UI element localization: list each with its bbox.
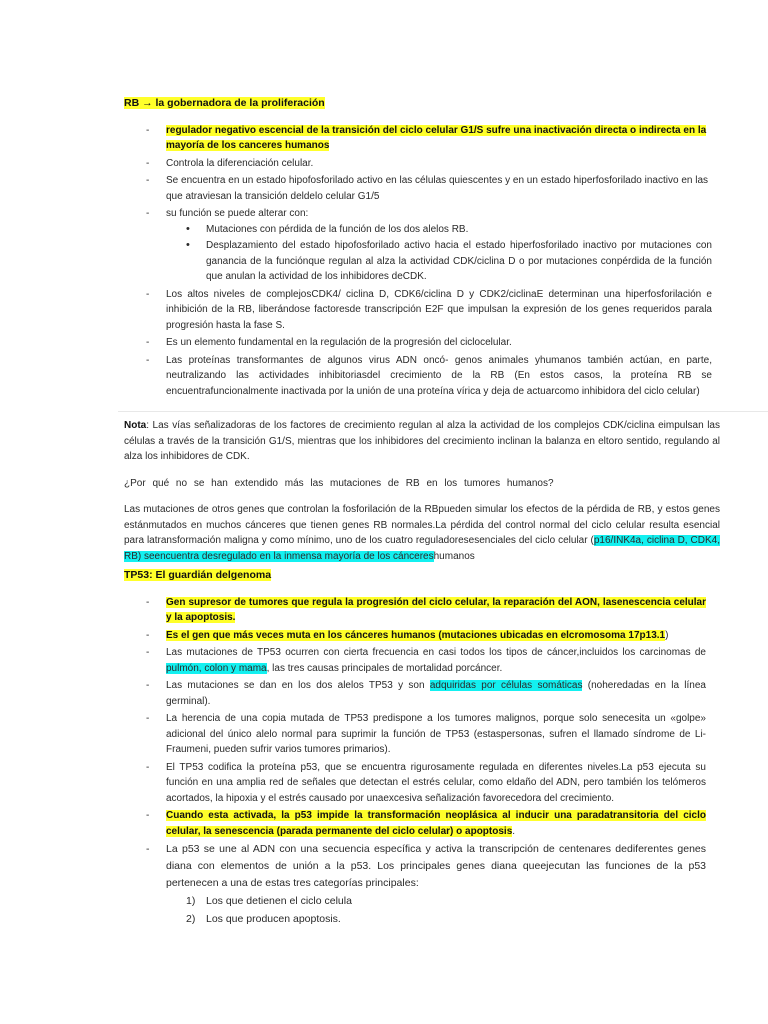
tp53-item-text: Cuando esta activada, la p53 impide la transformación neoplásica al inducir una paradatransitoria del ciclo celular, la senescencia (parada permanente del ciclo celular) o apoptosis bbox=[166, 810, 706, 837]
category-text: Los que producen apoptosis. bbox=[206, 912, 341, 925]
tp53-item-text: Las mutaciones de TP53 ocurren con cierta frecuencia en casi todos los tipos de cáncer,incluidos los carcinomas de bbox=[166, 647, 706, 658]
rb-item bbox=[124, 287, 712, 334]
tp53-item bbox=[124, 760, 706, 807]
rb-item-text: Los altos niveles de complejosCDK4/ ciclina D, CDK6/ciclina D y CDK2/ciclinaE determinan una hiperfosforilación e inhibición de la RB, liberándose factoresde transcripción E2F que impulsan la expresión de los genes requeridos parala progresión hasta la fase S. bbox=[166, 288, 712, 331]
category-number: 2) bbox=[186, 912, 196, 925]
tp53-item bbox=[124, 678, 706, 709]
tp53-item-highlight: pulmón, colon y mama bbox=[166, 662, 267, 674]
tp53-item-highlight: adquiridas por células somáticas bbox=[429, 680, 583, 691]
rb-item-text: su función se puede alterar con: bbox=[166, 208, 309, 219]
tp53-item-text: Es el gen que más veces muta en los cánceres humanos (mutaciones ubicadas en elcromosoma 17p13.1 bbox=[166, 629, 666, 641]
tp53-section bbox=[124, 568, 706, 927]
rb-item-text: regulador negativo escencial de la transición del ciclo celular G1/S sufre una inactivación directa o indirecta en la mayoría de los canceres humanos bbox=[166, 124, 707, 151]
rb-item bbox=[124, 353, 712, 400]
tp53-item bbox=[124, 645, 706, 676]
rb-sublist bbox=[124, 222, 712, 285]
rb-subitem-text: Mutaciones con pérdida de la función de los dos alelos RB. bbox=[206, 223, 469, 235]
rb-subitem bbox=[124, 238, 712, 285]
answer-text: Las mutaciones de otros genes que controlan la fosforilación de la RBpueden simular los efectos de la pérdida de RB, y estos genes estánmutados en muchos cánceres que tienen genes RB normales.La pérdida del control normal del ciclo celular resulta esencial para latransformación maligna y como mínimo, uno de los cuatro reguladoresesenciales del ciclo celular ( bbox=[124, 504, 720, 546]
section-divider bbox=[118, 411, 768, 412]
tp53-item-text: La p53 se une al ADN con una secuencia específica y activa la transcripción de centenares dediferentes genes diana con elementos de unión a la p53. Los principales genes diana queejecutan las funciones de la p53 pertenecen a una de estas tres categorías principales: bbox=[166, 843, 706, 889]
question: ¿Por qué no se han extendido más las mutaciones de RB en los tumores humanos? bbox=[124, 477, 554, 489]
tp53-item bbox=[124, 711, 706, 758]
rb-item-text: Controla la diferenciación celular. bbox=[166, 157, 314, 169]
tp53-item bbox=[124, 628, 706, 644]
tp53-item-text: , las tres causas principales de mortalidad porcáncer. bbox=[266, 662, 503, 674]
rb-section bbox=[124, 96, 712, 401]
tp53-item-text: Gen supresor de tumores que regula la progresión del ciclo celular, la reparación del AON, lasenescencia celular y la apoptosis. bbox=[166, 596, 706, 623]
rb-list bbox=[124, 123, 712, 400]
answer-paragraph bbox=[124, 502, 720, 564]
tp53-item-tail: ) bbox=[665, 629, 669, 641]
tp53-item-text: Las mutaciones se dan en los dos alelos TP53 y son bbox=[166, 680, 430, 691]
nota-label: Nota bbox=[124, 420, 147, 431]
rb-item-text: Se encuentra en un estado hipofosforilado activo en las células quiescentes y en un estado hiperfosforilado inactivo en las que atraviesan la transición deldelo celular G1/5 bbox=[166, 175, 709, 202]
rb-subitem bbox=[124, 222, 712, 238]
rb-item bbox=[124, 206, 712, 285]
tp53-list bbox=[124, 595, 706, 893]
category-text: Los que detienen el ciclo celula bbox=[206, 895, 352, 907]
rb-item bbox=[124, 156, 712, 172]
tp53-item-text: El TP53 codifica la proteína p53, que se encuentra rigurosamente regulada en diferentes niveles.La p53 ejecuta su función en una amplia red de señales que detectan el estrés celular, como eldaño del ADN, pero también los telómeros acortados, la hipoxia y el estrés causado por unaexcesiva señalización favorecedora del crecimiento. bbox=[166, 761, 706, 804]
tp53-item bbox=[124, 841, 706, 892]
tp53-categories bbox=[124, 894, 706, 927]
rb-item-text: Las proteínas transformantes de algunos virus ADN oncó- genos animales yhumanos también actúan, en parte, neutralizando las actividades inhibitoriasdel crecimiento de la RB (En estos casos, la proteína RB se encuentrafuncionalmente inactivada por la unión de una proteína vírica y deja de actuarcomo inhibidora del ciclo celular) bbox=[166, 354, 712, 397]
tp53-title: TP53: El guardián delgenoma bbox=[124, 569, 272, 581]
nota-paragraph bbox=[124, 418, 720, 465]
nota-section bbox=[124, 418, 720, 564]
rb-item bbox=[124, 335, 712, 351]
tp53-item-text: (noheredadas en la línea germinal). bbox=[166, 680, 706, 707]
category-item bbox=[124, 894, 706, 910]
category-number: 1) bbox=[186, 895, 196, 907]
rb-item-text: Es un elemento fundamental en la regulación de la progresión del ciclocelular. bbox=[166, 337, 512, 348]
rb-subitem-text: Desplazamiento del estado hipofosforilado activo hacia el estado hiperfosforilado inactivo por mutaciones con ganancia de la funciónque regulan al alza la actividad CDK/ciclina D o por mutaciones conpérdida de la función que anulan la actividad de los inhibidores deCDK. bbox=[206, 240, 712, 282]
category-item bbox=[124, 912, 706, 928]
tp53-item-tail: . bbox=[512, 825, 516, 837]
answer-highlight: p16/INK4a, ciclina D, CDK4, RB) seencuentra desregulado en la inmensa mayoría de los cánceres bbox=[124, 535, 720, 562]
tp53-item-text: La herencia de una copia mutada de TP53 predispone a los tumores malignos, porque solo senecesita un «golpe» adicional del único alelo normal para suprimir la función de TP53 (estaspersonas, sufren el llamado síndrome de Li-Fraumeni, pueden sufrir varios tumores primarios). bbox=[166, 713, 706, 755]
tp53-item bbox=[124, 595, 706, 626]
answer-tail: humanos bbox=[433, 550, 475, 562]
rb-item bbox=[124, 123, 712, 154]
nota-text: : Las vías señalizadoras de los factores de crecimiento regulan al alza la actividad de los complejos CDK/ciclina eimpulsan las células a través de la transición G1/S, mientras que los inhibidores del crecimiento inclinan la balanza en eltoro sentido, regulando al alza los inhibidores de CDK. bbox=[124, 420, 720, 462]
tp53-item bbox=[124, 808, 706, 839]
rb-title: RB → la gobernadora de la proliferación bbox=[124, 97, 325, 109]
rb-item bbox=[124, 173, 712, 204]
